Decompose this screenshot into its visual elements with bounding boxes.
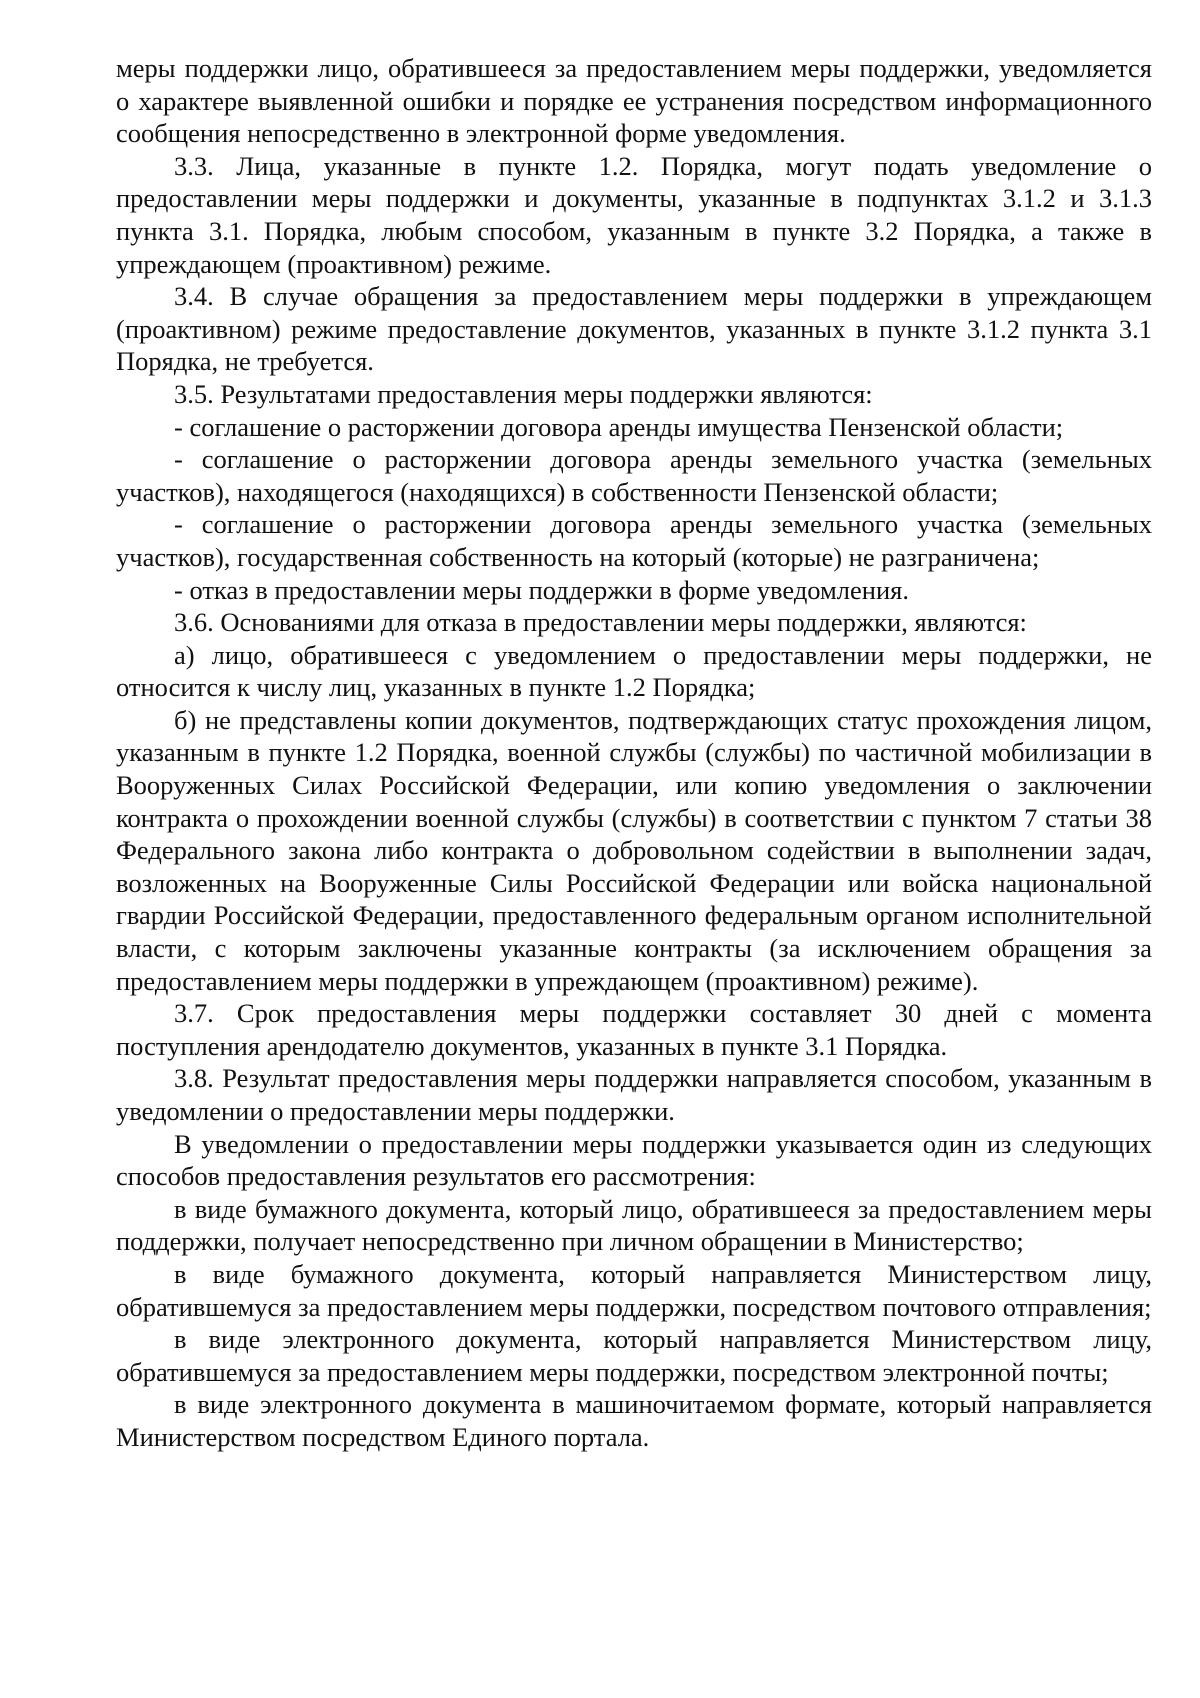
list-item-method-2: в виде бумажного документа, который направляется Министерством лицу, обратившемуся за предоставлением меры поддержки, посредством почтового отправления; [116, 1258, 1152, 1322]
list-item-refusal-a: а) лицо, обратившееся с уведомлением о предоставлении меры поддержки, не относится к числу лиц, указанных в пункте 1.2 Порядка; [116, 639, 1152, 703]
list-item-result-4: - отказ в предоставлении меры поддержки в форме уведомления. [174, 574, 909, 605]
list-item-method-3: в виде электронного документа, который направляется Министерством лицу, обратившемуся за предоставлением меры поддержки, посредством электронной почты; [116, 1324, 1152, 1387]
paragraph-3-7: 3.7. Срок предоставления меры поддержки составляет 30 дней с момента поступления арендодателю документов, указанных в пункте 3.1 Порядка. [116, 998, 1152, 1061]
list-item-method-4: в виде электронного документа в машиночитаемом формате, который направляется Министерством посредством Единого портала. [116, 1389, 1152, 1452]
list-item-result-2: - соглашение о расторжении договора аренды земельного участка (земельных участков), находящегося (находящихся) в собственности Пензенской области; [116, 444, 1152, 507]
paragraph-3-5: 3.5. Результатами предоставления меры поддержки являются: [174, 378, 873, 409]
list-item-refusal-b: б) не представлены копии документов, подтверждающих статус прохождения лицом, указанным в пункте 1.2 Порядка, военной службы (службы) по частичной мобилизации в Вооруженных Силах Российской Федерации, или копию уведомления о заключении контракта о прохождении военной службы (службы) в соответствии с пунктом 7 статьи 38 Федерального закона либо контракта о добровольном содействии в выполнении задач, возложенных на Вооруженные Силы Российской Федерации или войска национальной гвардии Российской Федерации, предоставленного федеральным органом исполнительной власти, с которым заключены указанные контракты (за исключением обращения за предоставлением меры поддержки в упреждающем (проактивном) режиме). [116, 704, 1152, 996]
paragraph-3-8: 3.8. Результат предоставления меры поддержки направляется способом, указанным в уведомлении о предоставлении меры поддержки. [116, 1063, 1152, 1126]
list-item-result-3: - соглашение о расторжении договора аренды земельного участка (земельных участков), государственная собственность на который (которые) не разграничена; [116, 509, 1152, 572]
paragraph-3-6: 3.6. Основаниями для отказа в предоставлении меры поддержки, являются: [174, 607, 1027, 638]
paragraph-continuation: меры поддержки лицо, обратившееся за предоставлением меры поддержки, уведомляется о характере выявленной ошибки и порядке ее устранения посредством информационного сообщения непосредственно в электронной форме уведомления. [116, 53, 1152, 149]
paragraph-3-3: 3.3. Лица, указанные в пункте 1.2. Порядка, могут подать уведомление о предоставлении меры поддержки и документы, указанные в подпунктах 3.1.2 и 3.1.3 пункта 3.1. Порядка, любым способом, указанным в пункте 3.2 Порядка, а также в упреждающем (проактивном) режиме. [116, 150, 1152, 279]
paragraph-methods-intro: В уведомлении о предоставлении меры поддержки указывается один из следующих способов предоставления результатов его рассмотрения: [116, 1128, 1152, 1192]
paragraph-3-4: 3.4. В случае обращения за предоставлением меры поддержки в упреждающем (проактивном) режиме предоставление документов, указанных в пункте 3.1.2 пункта 3.1 Порядка, не требуется. [116, 281, 1152, 377]
list-item-method-1: в виде бумажного документа, который лицо, обратившееся за предоставлением меры поддержки, получает непосредственно при личном обращении в Министерство; [116, 1193, 1152, 1257]
list-item-result-1: - соглашение о расторжении договора аренды имущества Пензенской области; [174, 411, 1064, 442]
document-page [116, 52, 1152, 1454]
